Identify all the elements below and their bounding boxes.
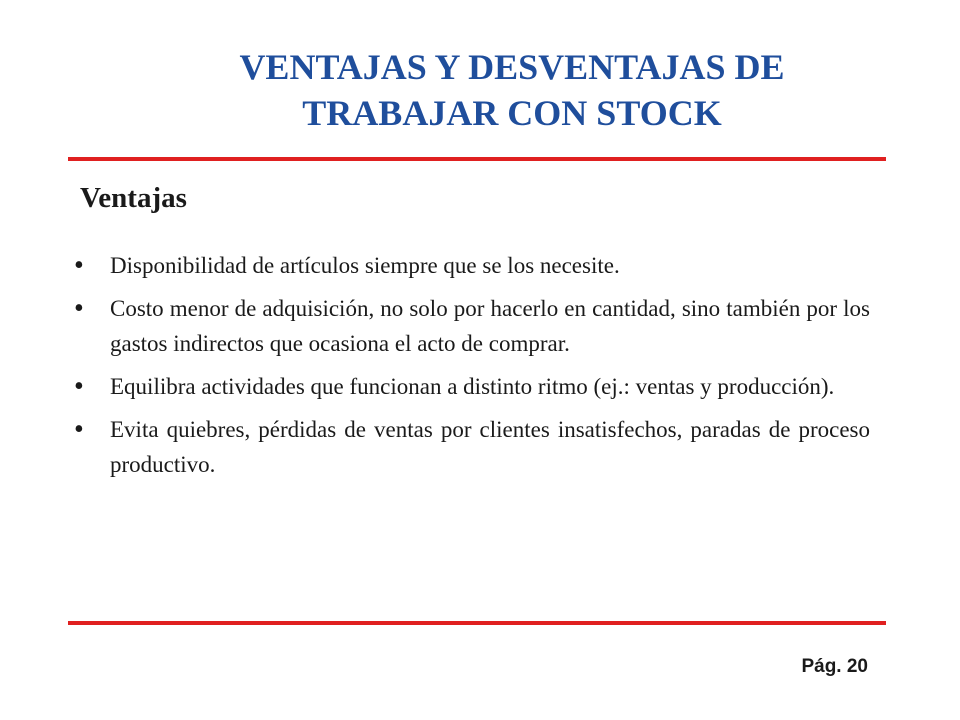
bullet-item (74, 291, 870, 361)
page-number: Pág. 20 (801, 656, 868, 677)
bullet-dot-icon: • (74, 414, 84, 445)
bullet-text: Costo menor de adquisición, no solo por hacerlo en cantidad, sino también por los gastos indirectos que ocasiona el acto de comprar. (110, 296, 870, 356)
top-divider (68, 157, 886, 161)
bullet-item (74, 248, 870, 283)
bullet-item (74, 369, 870, 404)
bullet-dot-icon: • (74, 371, 84, 402)
slide-title-line-2: TRABAJAR CON STOCK (302, 93, 722, 133)
bullet-text: Disponibilidad de artículos siempre que se los necesite. (110, 253, 620, 278)
slide-title-line-1: VENTAJAS Y DESVENTAJAS DE (239, 47, 785, 87)
bottom-divider (68, 621, 886, 625)
bullet-item (74, 412, 870, 482)
bullet-list (74, 248, 870, 490)
section-heading: Ventajas (80, 182, 187, 214)
bullet-text: Evita quiebres, pérdidas de ventas por clientes insatisfechos, paradas de proceso productivo. (110, 417, 870, 477)
bullet-dot-icon: • (74, 250, 84, 281)
bullet-text: Equilibra actividades que funcionan a distinto ritmo (ej.: ventas y producción). (110, 374, 835, 399)
bullet-dot-icon: • (74, 293, 84, 324)
slide-title (80, 44, 944, 136)
